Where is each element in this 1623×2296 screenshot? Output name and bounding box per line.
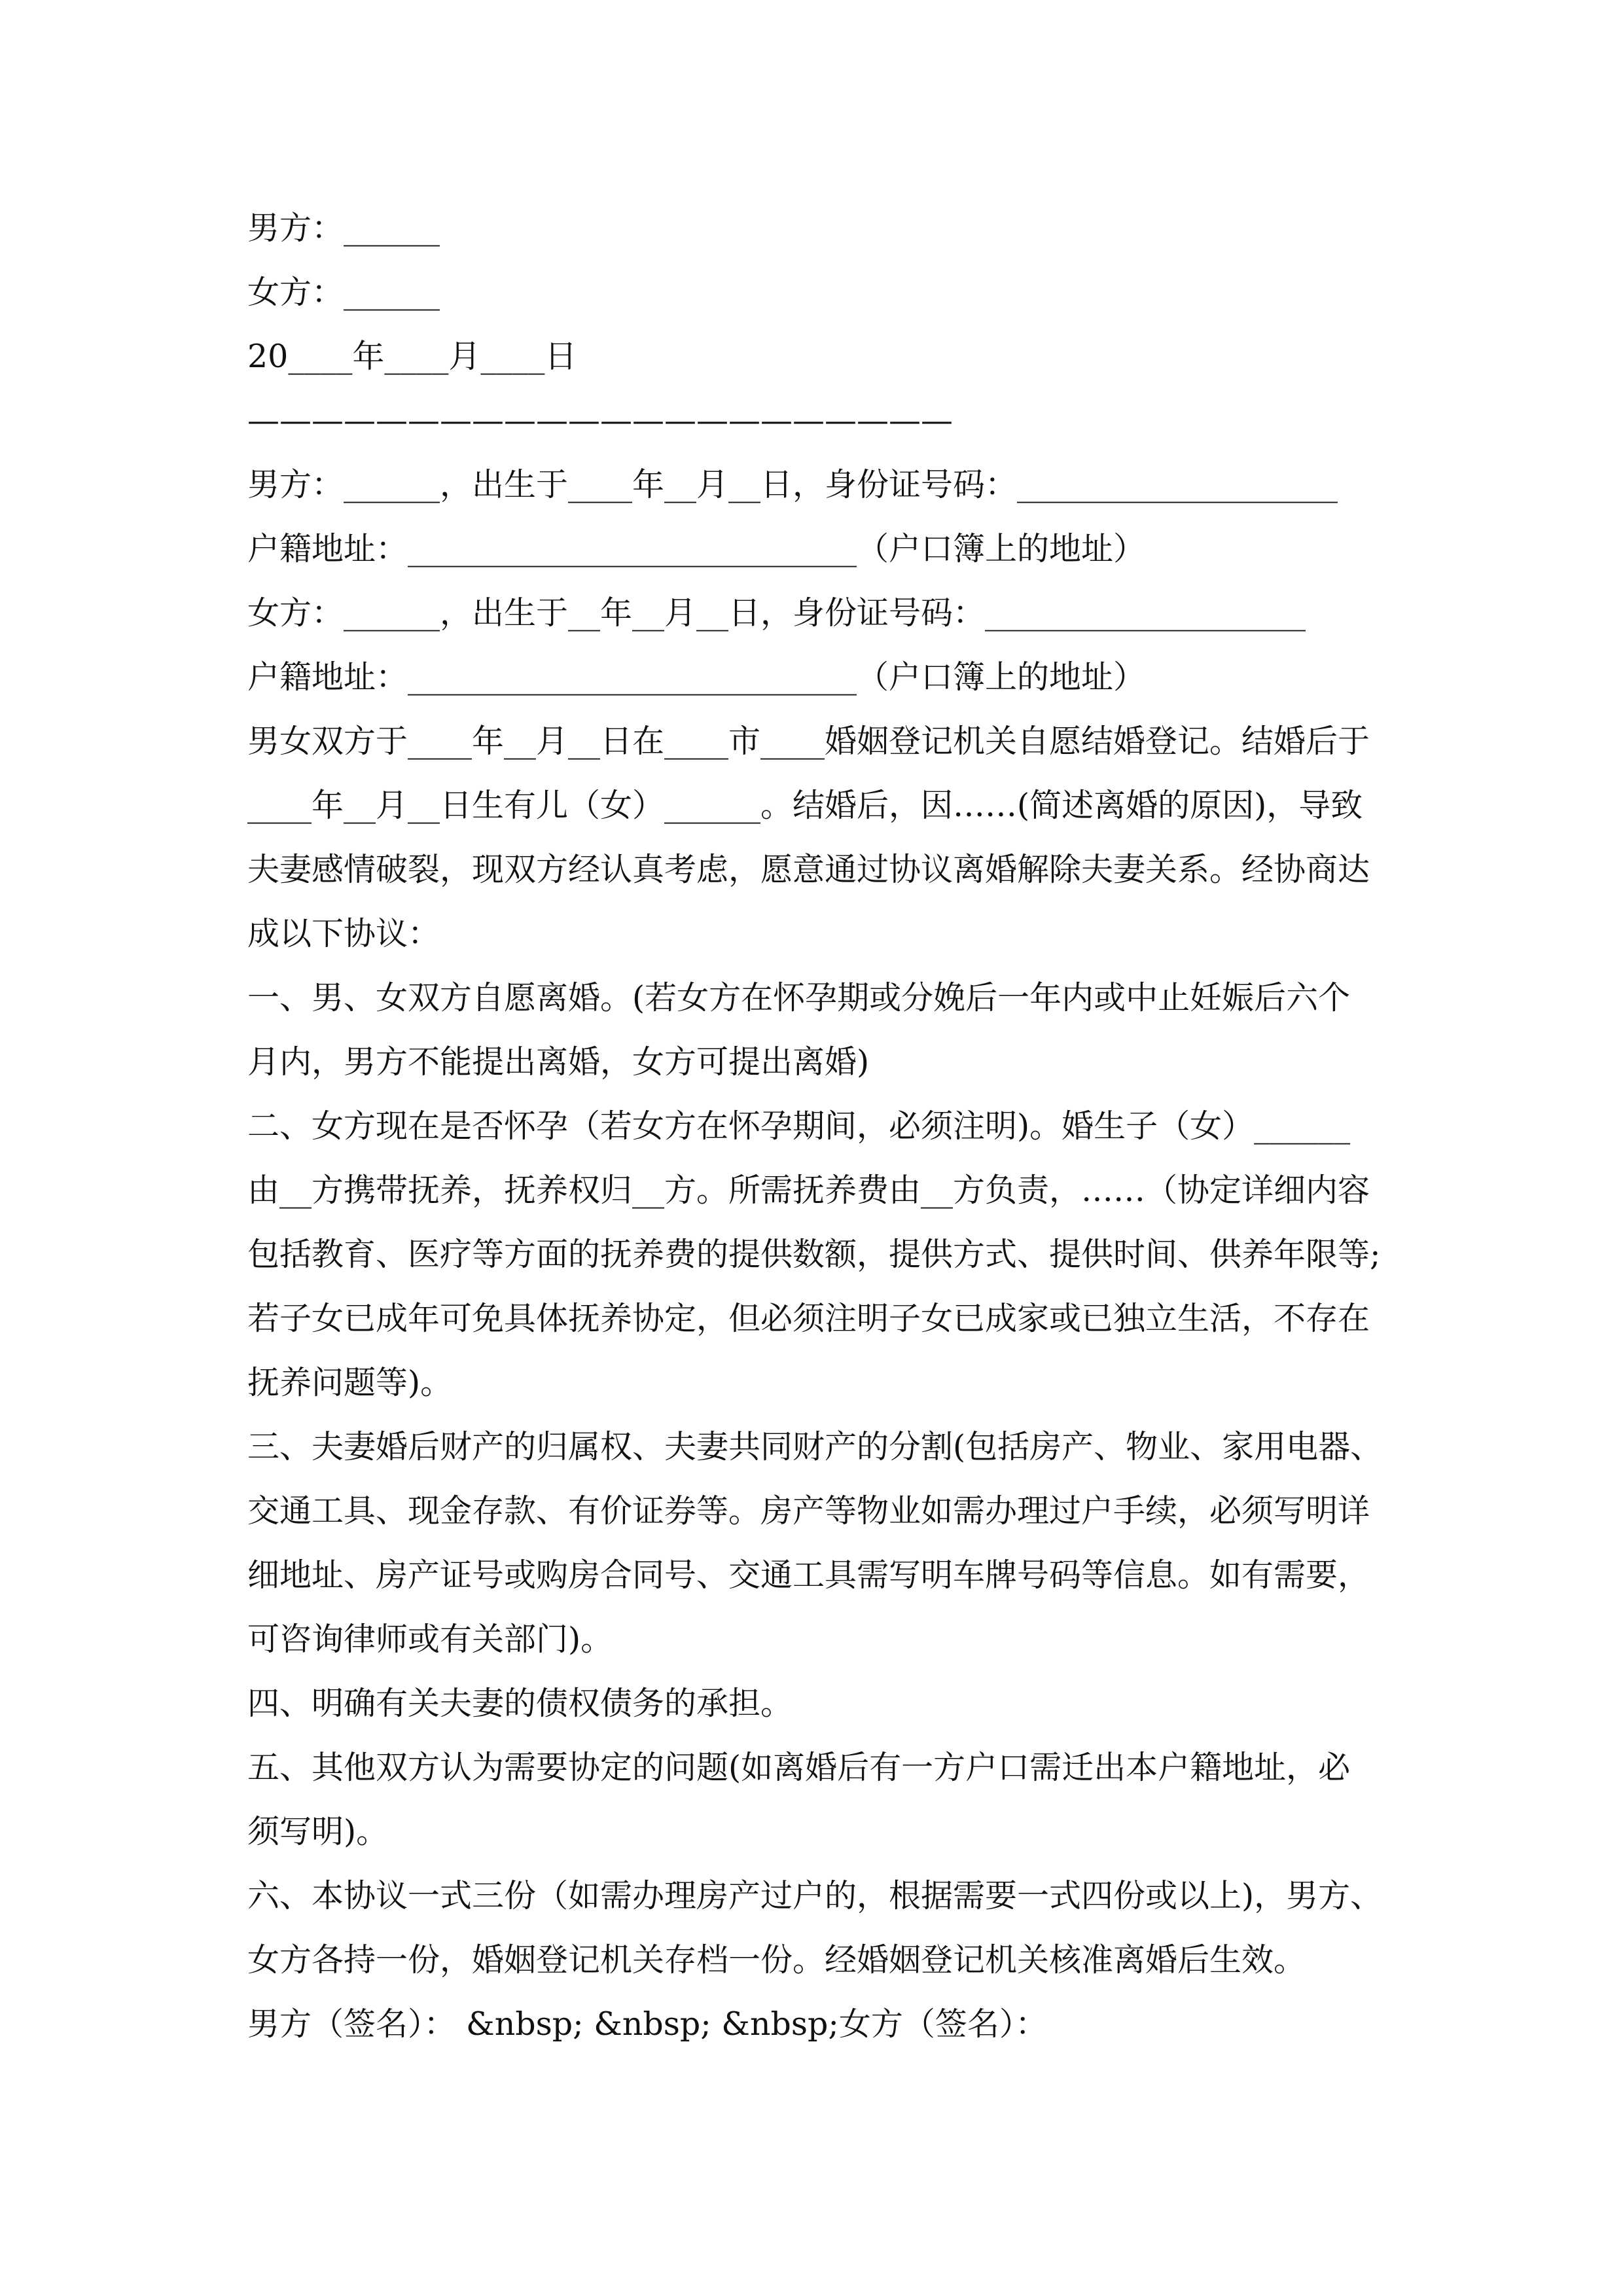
- clause-3-line: 可咨询律师或有关部门)。: [247, 1621, 613, 1658]
- separator-rule: ——————————————————————: [247, 402, 953, 439]
- male-address-line: 户籍地址：____________________________（户口簿上的地址）: [247, 530, 1146, 567]
- female-info-line: 女方：______，出生于__年__月__日，身份证号码：____________________: [247, 594, 1306, 632]
- date-line: 20____年____月____日: [247, 338, 577, 375]
- clause-3-line: 交通工具、现金存款、有价证券等。房产等物业如需办理过户手续，必须写明详: [247, 1492, 1370, 1530]
- clause-1-line: 月内，男方不能提出离婚，女方可提出离婚): [247, 1043, 870, 1081]
- signature-line: 男方（签名）： &nbsp; &nbsp; &nbsp;女方（签名）：: [247, 2005, 1048, 2043]
- body-line: 夫妻感情破裂，现双方经认真考虑，愿意通过协议离婚解除夫妻关系。经协商达: [247, 851, 1370, 888]
- clause-1-line: 一、男、女双方自愿离婚。(若女方在怀孕期或分娩后一年内或中止妊娠后六个: [247, 979, 1351, 1016]
- male-party-line: 男方：______: [247, 209, 440, 247]
- clause-4-line: 四、明确有关夫妻的债权债务的承担。: [247, 1685, 793, 1722]
- male-info-line: 男方：______，出生于____年__月__日，身份证号码：____________________: [247, 466, 1338, 503]
- body-line: 成以下协议：: [247, 915, 440, 952]
- clause-2-line: 由__方携带抚养，抚养权归__方。所需抚养费由__方负责，……（协定详细内容: [247, 1172, 1370, 1209]
- female-party-line: 女方：______: [247, 274, 440, 311]
- clause-2-line: 二、女方现在是否怀孕（若女方在怀孕期间，必须注明)。婚生子（女）______: [247, 1107, 1351, 1145]
- clause-2-line: 若子女已成年可免具体抚养协定，但必须注明子女已成家或已独立生活，不存在: [247, 1300, 1370, 1337]
- clause-3-line: 三、夫妻婚后财产的归属权、夫妻共同财产的分割(包括房产、物业、家用电器、: [247, 1428, 1383, 1465]
- clause-5-line: 五、其他双方认为需要协定的问题(如离婚后有一方户口需迁出本户籍地址，必: [247, 1749, 1351, 1786]
- clause-2-line: 抚养问题等)。: [247, 1364, 453, 1401]
- body-line: 男女双方于____年__月__日在____市____婚姻登记机关自愿结婚登记。结婚后于: [247, 723, 1370, 760]
- document-page: [247, 196, 1412, 2056]
- female-address-line: 户籍地址：____________________________（户口簿上的地址）: [247, 658, 1146, 696]
- clause-3-line: 细地址、房产证号或购房合同号、交通工具需写明车牌号码等信息。如有需要，: [247, 1556, 1370, 1594]
- clause-2-line: 包括教育、医疗等方面的抚养费的提供数额，提供方式、提供时间、供养年限等;: [247, 1236, 1381, 1273]
- clause-5-line: 须写明)。: [247, 1813, 389, 1850]
- clause-6-line: 女方各持一份，婚姻登记机关存档一份。经婚姻登记机关核准离婚后生效。: [247, 1941, 1306, 1979]
- clause-6-line: 六、本协议一式三份（如需办理房产过户的，根据需要一式四份或以上)，男方、: [247, 1877, 1383, 1914]
- body-line: ____年__月__日生有儿（女）______。结婚后，因……(简述离婚的原因)，导致: [247, 787, 1363, 824]
